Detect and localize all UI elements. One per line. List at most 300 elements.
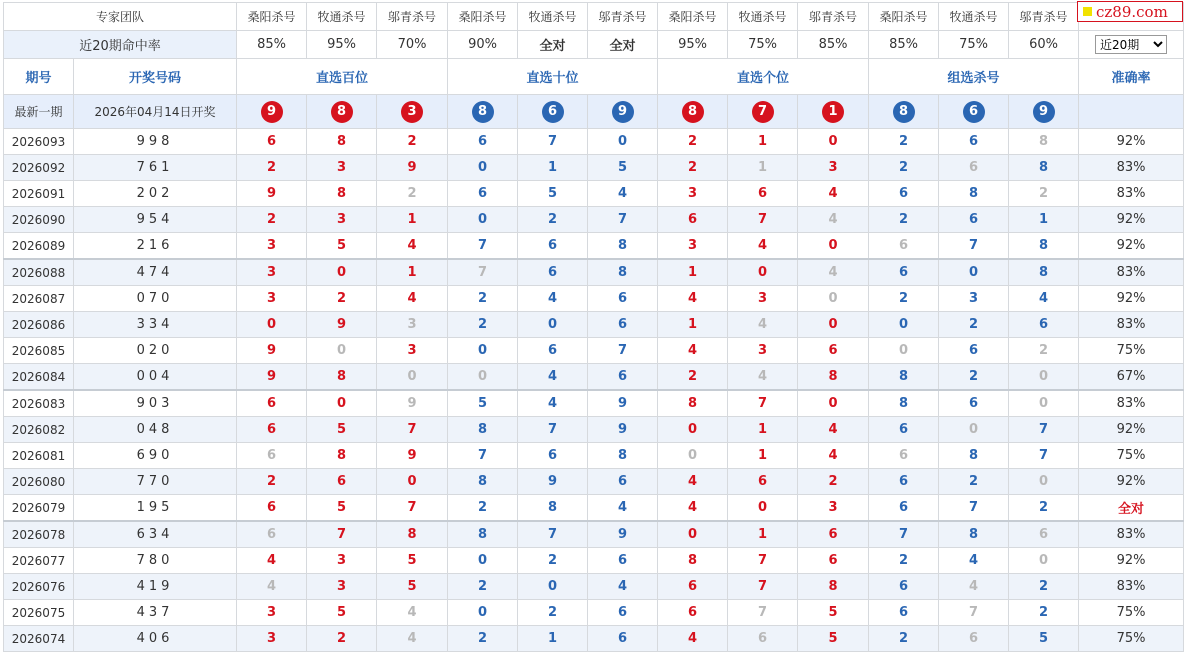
kill-number: 8 (307, 364, 377, 391)
kill-number: 6 (658, 600, 728, 626)
expert-name: 邬青杀号 (1009, 3, 1079, 31)
kill-number: 6 (588, 312, 658, 338)
kill-number: 0 (798, 233, 869, 260)
kill-number: 6 (518, 233, 588, 260)
expert-name: 牧通杀号 (728, 3, 798, 31)
kill-number: 0 (869, 338, 939, 364)
kill-number: 4 (728, 312, 798, 338)
issue-number: 2026092 (4, 155, 74, 181)
kill-number: 8 (588, 443, 658, 469)
kill-number: 3 (728, 286, 798, 312)
accuracy-value: 92% (1079, 129, 1184, 155)
draw-number: 998 (74, 129, 237, 155)
table-row (4, 521, 1184, 548)
kill-number: 0 (1009, 548, 1079, 574)
kill-number: 8 (588, 259, 658, 286)
issue-number: 2026074 (4, 626, 74, 652)
kill-number: 5 (518, 181, 588, 207)
draw-number: 202 (74, 181, 237, 207)
accuracy-value: 92% (1079, 548, 1184, 574)
draw-number: 634 (74, 521, 237, 548)
kill-number: 0 (448, 338, 518, 364)
kill-number: 3 (939, 286, 1009, 312)
kill-ball: 8 (472, 101, 494, 123)
hit-rate-value: 全对 (588, 31, 658, 59)
kill-number: 2 (448, 626, 518, 652)
kill-number: 8 (869, 390, 939, 417)
kill-number: 6 (869, 181, 939, 207)
kill-number: 1 (377, 207, 448, 233)
issue-number: 2026078 (4, 521, 74, 548)
kill-number: 6 (237, 129, 307, 155)
kill-number: 4 (518, 390, 588, 417)
kill-number: 0 (728, 259, 798, 286)
hit-rate-label: 近20期命中率 (4, 31, 237, 59)
issue-number: 2026087 (4, 286, 74, 312)
kill-number: 8 (658, 548, 728, 574)
kill-number: 0 (658, 521, 728, 548)
table-row (4, 129, 1184, 155)
kill-number: 4 (658, 469, 728, 495)
table-row (4, 600, 1184, 626)
kill-number: 3 (377, 312, 448, 338)
kill-number: 6 (869, 233, 939, 260)
kill-number: 0 (939, 259, 1009, 286)
accuracy-value: 92% (1079, 207, 1184, 233)
kill-number: 2 (1009, 338, 1079, 364)
kill-number: 3 (237, 259, 307, 286)
accuracy-value: 83% (1079, 574, 1184, 600)
kill-number: 6 (518, 443, 588, 469)
kill-number: 1 (658, 259, 728, 286)
hit-rate-value: 75% (939, 31, 1009, 59)
table-row (4, 417, 1184, 443)
kill-number: 3 (798, 495, 869, 522)
kill-number: 4 (798, 207, 869, 233)
expert-name: 邬青杀号 (588, 3, 658, 31)
draw-number: 419 (74, 574, 237, 600)
accuracy-value: 75% (1079, 600, 1184, 626)
kill-number: 0 (869, 312, 939, 338)
kill-number: 9 (588, 417, 658, 443)
kill-number: 0 (1009, 390, 1079, 417)
kill-number: 6 (658, 574, 728, 600)
kill-number: 7 (728, 390, 798, 417)
kill-number: 1 (658, 312, 728, 338)
kill-number: 6 (588, 600, 658, 626)
kill-ball: 8 (331, 101, 353, 123)
site-logo[interactable] (1077, 1, 1183, 22)
kill-number: 6 (237, 390, 307, 417)
kill-number: 2 (518, 548, 588, 574)
kill-number: 3 (658, 233, 728, 260)
kill-number: 6 (939, 390, 1009, 417)
kill-number: 0 (377, 364, 448, 391)
hit-rate-value: 75% (728, 31, 798, 59)
kill-number: 0 (658, 417, 728, 443)
kill-number: 2 (869, 626, 939, 652)
logo-text: cz89.com (1096, 2, 1168, 21)
kill-number: 6 (939, 626, 1009, 652)
kill-number: 0 (448, 364, 518, 391)
hit-rate-row (4, 31, 1184, 59)
tens-group-header: 直选十位 (448, 59, 658, 95)
kill-number: 4 (518, 286, 588, 312)
kill-number: 2 (869, 548, 939, 574)
table-row (4, 548, 1184, 574)
table-row (4, 338, 1184, 364)
kill-number: 0 (798, 312, 869, 338)
kill-ball: 1 (822, 101, 844, 123)
kill-number: 6 (728, 626, 798, 652)
expert-name: 桑阳杀号 (448, 3, 518, 31)
issue-column-header: 期号 (4, 59, 74, 95)
latest-accuracy-empty (1079, 95, 1184, 129)
kill-number: 8 (1009, 129, 1079, 155)
draw-number: 048 (74, 417, 237, 443)
hit-rate-value: 90% (448, 31, 518, 59)
kill-number: 3 (237, 233, 307, 260)
kill-number: 6 (798, 338, 869, 364)
table-row (4, 312, 1184, 338)
kill-number: 2 (869, 155, 939, 181)
table-row (4, 390, 1184, 417)
kill-number: 6 (869, 600, 939, 626)
kill-number: 2 (939, 469, 1009, 495)
latest-draw-date: 2026年04月14日开奖 (74, 95, 237, 129)
kill-number: 0 (939, 417, 1009, 443)
kill-number: 8 (307, 443, 377, 469)
issue-number: 2026089 (4, 233, 74, 260)
table-row (4, 364, 1184, 391)
issue-number: 2026088 (4, 259, 74, 286)
kill-number: 8 (448, 469, 518, 495)
kill-number: 9 (237, 338, 307, 364)
combo-group-header: 组选杀号 (869, 59, 1079, 95)
kill-number: 3 (307, 207, 377, 233)
draw-number: 195 (74, 495, 237, 522)
kill-number: 7 (448, 259, 518, 286)
kill-number: 5 (377, 548, 448, 574)
kill-number: 0 (728, 495, 798, 522)
kill-number: 3 (307, 574, 377, 600)
kill-ball: 6 (963, 101, 985, 123)
issue-number: 2026075 (4, 600, 74, 626)
kill-number: 2 (377, 129, 448, 155)
issue-number: 2026093 (4, 129, 74, 155)
kill-number: 6 (798, 548, 869, 574)
kill-number: 8 (939, 443, 1009, 469)
kill-number: 4 (658, 338, 728, 364)
kill-number: 9 (377, 390, 448, 417)
kill-number: 7 (518, 521, 588, 548)
kill-number: 6 (869, 259, 939, 286)
table-row (4, 443, 1184, 469)
kill-number: 6 (588, 364, 658, 391)
draw-number: 070 (74, 286, 237, 312)
kill-number: 9 (237, 181, 307, 207)
kill-number: 8 (939, 521, 1009, 548)
kill-number: 4 (798, 443, 869, 469)
kill-number: 4 (728, 364, 798, 391)
hundreds-group-header: 直选百位 (237, 59, 448, 95)
kill-number: 8 (798, 364, 869, 391)
accuracy-value: 83% (1079, 155, 1184, 181)
draw-number: 761 (74, 155, 237, 181)
kill-number: 4 (377, 626, 448, 652)
kill-number: 4 (658, 626, 728, 652)
kill-number: 7 (869, 521, 939, 548)
kill-number: 6 (588, 626, 658, 652)
accuracy-value: 92% (1079, 417, 1184, 443)
draw-number: 437 (74, 600, 237, 626)
kill-number: 6 (798, 521, 869, 548)
period-select[interactable] (1095, 35, 1167, 54)
kill-ball: 3 (401, 101, 423, 123)
hit-rate-value: 85% (869, 31, 939, 59)
kill-number: 0 (448, 207, 518, 233)
kill-number: 5 (588, 155, 658, 181)
kill-number: 8 (307, 129, 377, 155)
kill-number: 0 (307, 259, 377, 286)
kill-number: 2 (939, 312, 1009, 338)
kill-number: 6 (588, 469, 658, 495)
kill-number: 6 (1009, 521, 1079, 548)
hit-rate-value: 70% (377, 31, 448, 59)
kill-ball: 6 (542, 101, 564, 123)
kill-number: 6 (518, 259, 588, 286)
draw-column-header: 开奖号码 (74, 59, 237, 95)
draw-number: 004 (74, 364, 237, 391)
kill-number: 6 (728, 469, 798, 495)
period-select-cell (1079, 31, 1184, 59)
kill-number: 5 (448, 390, 518, 417)
kill-number: 4 (518, 364, 588, 391)
kill-number: 7 (939, 495, 1009, 522)
hit-rate-value: 85% (237, 31, 307, 59)
kill-number: 7 (448, 443, 518, 469)
kill-number: 4 (237, 574, 307, 600)
kill-number: 3 (307, 548, 377, 574)
kill-number: 2 (658, 155, 728, 181)
table-row (4, 574, 1184, 600)
issue-number: 2026086 (4, 312, 74, 338)
kill-number: 7 (939, 600, 1009, 626)
kill-number: 5 (798, 600, 869, 626)
issue-number: 2026085 (4, 338, 74, 364)
kill-number: 8 (307, 181, 377, 207)
table-row (4, 469, 1184, 495)
kill-number: 7 (518, 129, 588, 155)
kill-number: 4 (798, 181, 869, 207)
latest-issue-row (4, 95, 1184, 129)
kill-number: 8 (588, 233, 658, 260)
kill-number: 0 (1009, 364, 1079, 391)
kill-number: 2 (518, 207, 588, 233)
kill-number: 9 (588, 521, 658, 548)
accuracy-value: 83% (1079, 259, 1184, 286)
kill-number: 2 (237, 207, 307, 233)
kill-number: 6 (869, 469, 939, 495)
table-row (4, 259, 1184, 286)
kill-number: 9 (518, 469, 588, 495)
kill-number: 8 (798, 574, 869, 600)
kill-number: 7 (377, 495, 448, 522)
kill-number: 4 (377, 233, 448, 260)
kill-number: 7 (939, 233, 1009, 260)
kill-number: 4 (237, 548, 307, 574)
expert-name: 邬青杀号 (377, 3, 448, 31)
kill-number: 2 (1009, 600, 1079, 626)
expert-name: 邬青杀号 (798, 3, 869, 31)
kill-number: 7 (728, 207, 798, 233)
kill-number: 8 (869, 364, 939, 391)
accuracy-value: 83% (1079, 181, 1184, 207)
kill-number: 0 (798, 129, 869, 155)
accuracy-value: 全对 (1079, 495, 1184, 522)
hit-rate-value: 95% (658, 31, 728, 59)
expert-name: 桑阳杀号 (869, 3, 939, 31)
kill-number: 3 (658, 181, 728, 207)
issue-number: 2026091 (4, 181, 74, 207)
kill-number: 4 (588, 181, 658, 207)
kill-number: 5 (1009, 626, 1079, 652)
kill-number: 6 (588, 548, 658, 574)
kill-number: 2 (869, 207, 939, 233)
kill-number: 6 (658, 207, 728, 233)
kill-number: 1 (728, 129, 798, 155)
issue-number: 2026079 (4, 495, 74, 522)
hit-rate-value: 85% (798, 31, 869, 59)
accuracy-value: 83% (1079, 390, 1184, 417)
accuracy-value: 92% (1079, 286, 1184, 312)
kill-number: 7 (307, 521, 377, 548)
kill-number: 2 (798, 469, 869, 495)
kill-number: 8 (377, 521, 448, 548)
kill-number: 7 (377, 417, 448, 443)
kill-number: 7 (1009, 443, 1079, 469)
table-row (4, 233, 1184, 260)
draw-number: 474 (74, 259, 237, 286)
kill-number: 8 (1009, 155, 1079, 181)
kill-number: 2 (448, 312, 518, 338)
kill-number: 7 (728, 548, 798, 574)
kill-number: 2 (518, 600, 588, 626)
table-row (4, 155, 1184, 181)
kill-number: 8 (1009, 233, 1079, 260)
kill-number: 1 (377, 259, 448, 286)
kill-number: 4 (728, 233, 798, 260)
draw-number: 954 (74, 207, 237, 233)
kill-number: 5 (307, 233, 377, 260)
kill-number: 0 (307, 390, 377, 417)
kill-number: 4 (798, 259, 869, 286)
kill-number: 0 (518, 574, 588, 600)
kill-number: 6 (869, 443, 939, 469)
kill-number: 2 (377, 181, 448, 207)
kill-number: 7 (1009, 417, 1079, 443)
kill-number: 2 (237, 469, 307, 495)
accuracy-value: 92% (1079, 233, 1184, 260)
kill-number: 0 (798, 390, 869, 417)
latest-label: 最新一期 (4, 95, 74, 129)
kill-number: 5 (307, 600, 377, 626)
table-row (4, 207, 1184, 233)
kill-number: 4 (588, 495, 658, 522)
kill-number: 5 (798, 626, 869, 652)
kill-number: 4 (658, 495, 728, 522)
kill-number: 2 (1009, 181, 1079, 207)
accuracy-value: 83% (1079, 312, 1184, 338)
kill-ball: 8 (682, 101, 704, 123)
kill-number: 7 (588, 338, 658, 364)
kill-ball: 9 (612, 101, 634, 123)
kill-number: 0 (448, 548, 518, 574)
table-row (4, 286, 1184, 312)
kill-number: 6 (237, 443, 307, 469)
kill-number: 7 (728, 574, 798, 600)
kill-number: 6 (518, 338, 588, 364)
kill-number: 0 (377, 469, 448, 495)
kill-number: 6 (869, 574, 939, 600)
kill-number: 2 (448, 495, 518, 522)
kill-number: 2 (939, 364, 1009, 391)
kill-number: 0 (658, 443, 728, 469)
table-row (4, 495, 1184, 522)
kill-number: 8 (1009, 259, 1079, 286)
kill-number: 2 (658, 129, 728, 155)
kill-number: 4 (377, 600, 448, 626)
kill-number: 0 (448, 600, 518, 626)
kill-number: 4 (588, 574, 658, 600)
kill-number: 2 (307, 626, 377, 652)
issue-number: 2026083 (4, 390, 74, 417)
kill-number-table (3, 2, 1184, 652)
kill-number: 6 (939, 129, 1009, 155)
kill-number: 9 (588, 390, 658, 417)
kill-number: 2 (448, 574, 518, 600)
kill-number: 9 (237, 364, 307, 391)
issue-number: 2026084 (4, 364, 74, 391)
kill-number: 0 (307, 338, 377, 364)
kill-number: 6 (448, 181, 518, 207)
kill-number: 3 (377, 338, 448, 364)
kill-ball: 9 (1033, 101, 1055, 123)
kill-number: 6 (1009, 312, 1079, 338)
kill-number: 2 (307, 286, 377, 312)
kill-number: 6 (237, 495, 307, 522)
kill-number: 6 (869, 417, 939, 443)
hit-rate-value: 95% (307, 31, 377, 59)
issue-number: 2026082 (4, 417, 74, 443)
accuracy-value: 75% (1079, 443, 1184, 469)
kill-number: 6 (237, 521, 307, 548)
issue-number: 2026090 (4, 207, 74, 233)
issue-number: 2026080 (4, 469, 74, 495)
accuracy-column-header: 准确率 (1079, 59, 1184, 95)
kill-number: 0 (518, 312, 588, 338)
kill-number: 3 (798, 155, 869, 181)
kill-number: 3 (307, 155, 377, 181)
kill-number: 2 (869, 129, 939, 155)
kill-number: 5 (307, 417, 377, 443)
kill-number: 6 (939, 155, 1009, 181)
kill-number: 6 (728, 181, 798, 207)
kill-number: 4 (377, 286, 448, 312)
kill-ball: 9 (261, 101, 283, 123)
kill-number: 4 (1009, 286, 1079, 312)
issue-number: 2026076 (4, 574, 74, 600)
